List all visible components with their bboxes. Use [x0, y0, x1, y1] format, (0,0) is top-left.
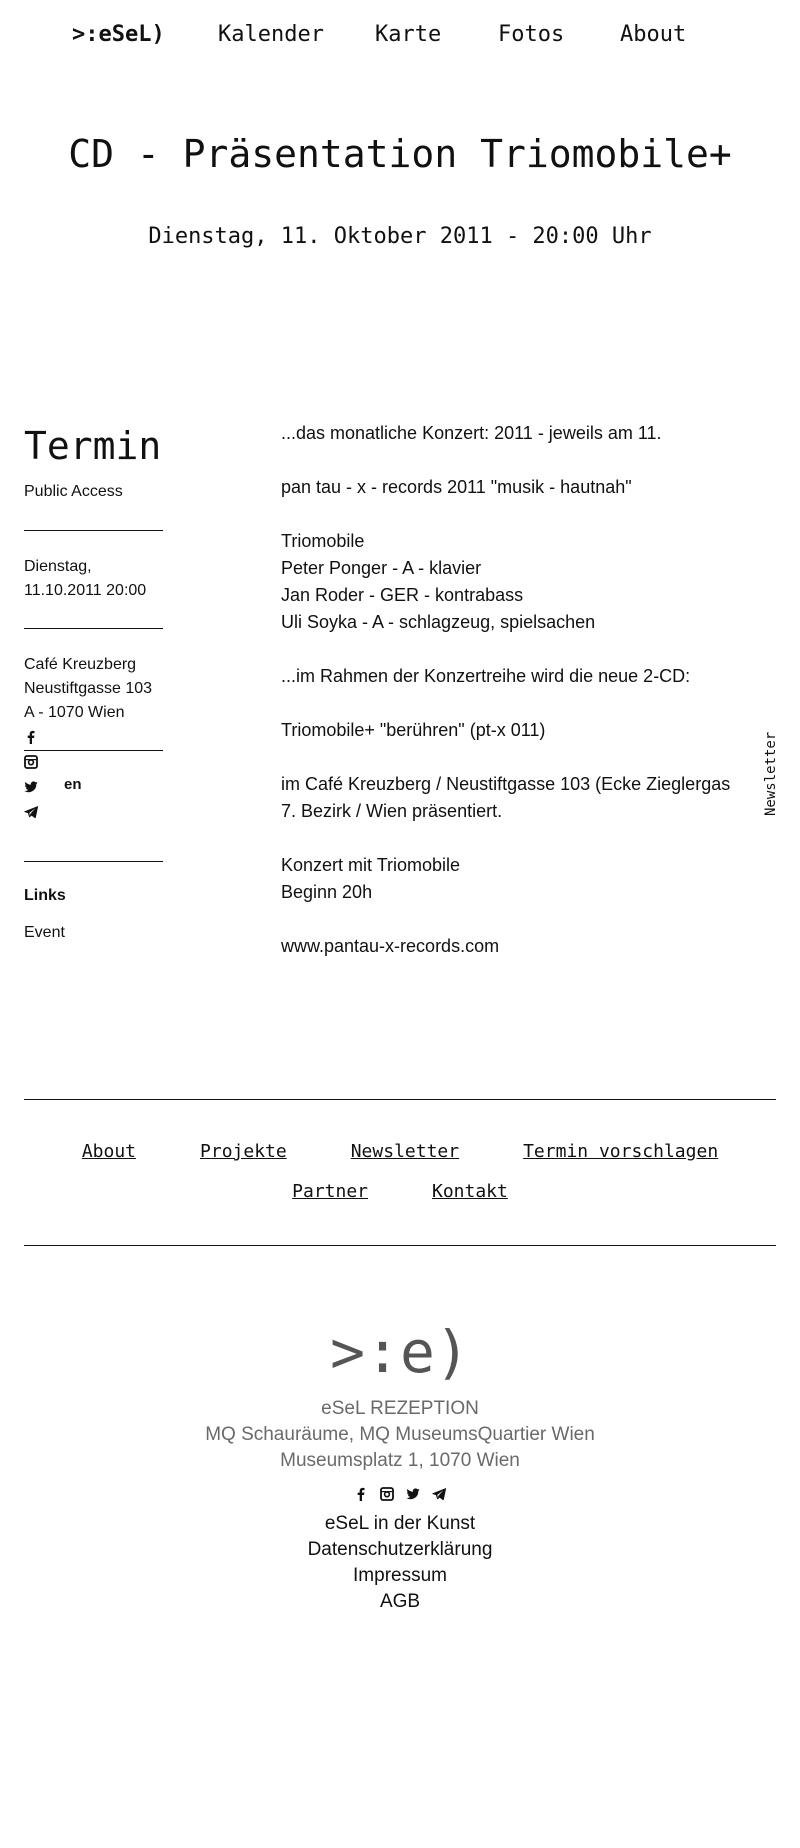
share-twitter-icon[interactable]: [24, 780, 40, 796]
sidebar-heading: Termin: [24, 424, 162, 468]
location-line: im Café Kreuzberg / Neustiftgasse 103 (Ecke Zieglergas: [281, 774, 731, 794]
footer-link-agb[interactable]: AGB: [379, 1591, 421, 1612]
website-link[interactable]: www.pantau-x-records.com: [281, 936, 500, 956]
event-description: [281, 420, 741, 987]
share-telegram-icon[interactable]: [24, 805, 40, 821]
footer-nav-row1: [0, 1141, 800, 1162]
share-language-label: en: [64, 776, 82, 793]
description-paragraph: ...das monatliche Konzert: 2011 - jeweils am 11.: [281, 423, 662, 443]
concert-line: Beginn 20h: [281, 882, 373, 902]
footer-address-line: Museumsplatz 1, 1070 Wien: [280, 1450, 520, 1471]
telegram-icon[interactable]: [432, 1487, 446, 1501]
sidebar-divider: [24, 750, 163, 751]
footer-link-projekte[interactable]: Projekte: [200, 1141, 287, 1162]
sidebar-date-line1: Dienstag,: [24, 558, 92, 575]
venue-name: Café Kreuzberg: [24, 656, 137, 673]
share-facebook-icon[interactable]: [24, 730, 40, 746]
footer-social: [0, 1485, 800, 1503]
sidebar-date-line2: 11.10.2011 20:00: [24, 582, 147, 599]
footer-link-impressum[interactable]: Impressum: [353, 1565, 447, 1586]
venue-city: A - 1070 Wien: [24, 704, 125, 721]
sidebar-divider: [24, 628, 163, 629]
footer-link-kunst[interactable]: eSeL in der Kunst: [324, 1513, 476, 1534]
footer-logo: >:e): [330, 1318, 470, 1386]
lineup-line: Jan Roder - GER - kontrabass: [281, 585, 524, 605]
venue-street: Neustiftgasse 103: [24, 680, 153, 697]
footer-link-datenschutz[interactable]: Datenschutzerklärung: [307, 1539, 493, 1560]
top-nav: [0, 0, 800, 72]
facebook-icon[interactable]: [354, 1487, 368, 1501]
concert-paragraph: [281, 852, 741, 906]
lineup-line: Peter Ponger - A - klavier: [281, 558, 482, 578]
event-link[interactable]: Event: [24, 924, 65, 941]
twitter-icon[interactable]: [406, 1487, 420, 1501]
footer-link-kontakt[interactable]: Kontakt: [432, 1181, 508, 1202]
description-paragraph: ...im Rahmen der Konzertreihe wird die neue 2-CD:: [281, 666, 691, 686]
footer-divider: [24, 1099, 776, 1100]
site-logo[interactable]: >:eSeL): [72, 22, 165, 47]
footer-divider: [24, 1245, 776, 1246]
location-paragraph: [281, 771, 741, 825]
nav-item-kalender[interactable]: Kalender: [218, 22, 324, 47]
lineup-line: Uli Soyka - A - schlagzeug, spielsachen: [281, 612, 596, 632]
links-heading: Links: [24, 887, 66, 904]
instagram-icon[interactable]: [380, 1487, 394, 1501]
lineup-line: Triomobile: [281, 531, 365, 551]
footer-link-termin-vorschlagen[interactable]: Termin vorschlagen: [523, 1141, 719, 1162]
footer-address-line: eSeL REZEPTION: [321, 1398, 479, 1419]
lineup-paragraph: [281, 528, 741, 636]
description-paragraph: Triomobile+ "berühren" (pt-x 011): [281, 720, 546, 740]
footer-nav-row2: [0, 1181, 800, 1202]
access-type: Public Access: [24, 483, 123, 500]
sidebar-divider: [24, 861, 163, 862]
description-paragraph: pan tau - x - records 2011 "musik - hautnah": [281, 477, 632, 497]
newsletter-tab[interactable]: Newsletter: [763, 731, 779, 816]
nav-item-fotos[interactable]: Fotos: [498, 22, 565, 47]
location-line: 7. Bezirk / Wien präsentiert.: [281, 801, 503, 821]
nav-item-about[interactable]: About: [620, 22, 687, 47]
event-date: Dienstag, 11. Oktober 2011 - 20:00 Uhr: [148, 224, 652, 249]
event-title: CD - Präsentation Triomobile+: [68, 132, 732, 176]
share-instagram-icon[interactable]: [24, 755, 40, 771]
concert-line: Konzert mit Triomobile: [281, 855, 461, 875]
nav-item-karte[interactable]: Karte: [375, 22, 442, 47]
sidebar-divider: [24, 530, 163, 531]
footer-link-partner[interactable]: Partner: [292, 1181, 368, 1202]
footer-link-about[interactable]: About: [81, 1141, 137, 1162]
footer-link-newsletter[interactable]: Newsletter: [350, 1141, 460, 1162]
footer-address-line: MQ Schauräume, MQ MuseumsQuartier Wien: [205, 1424, 595, 1445]
